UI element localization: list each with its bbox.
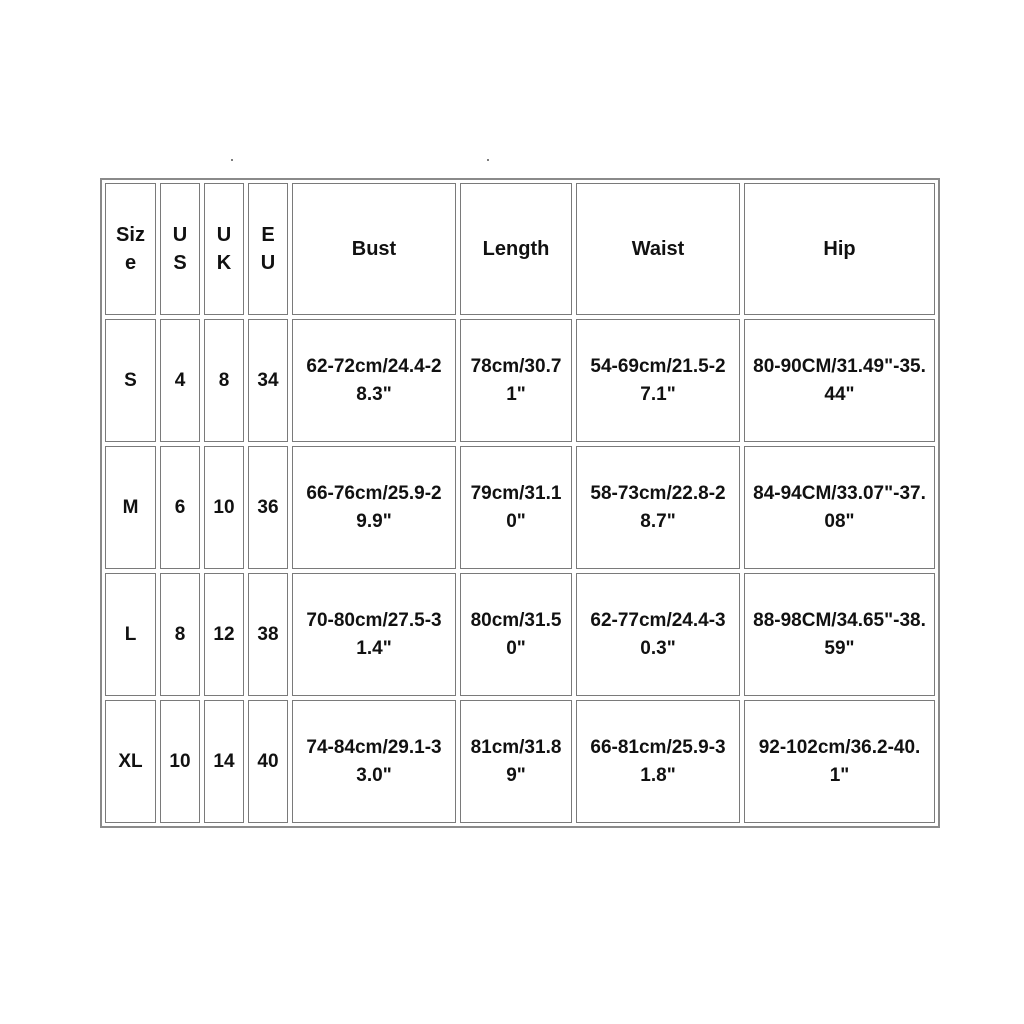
cell-length: 79cm/31.10" [460, 446, 572, 569]
header-uk: UK [204, 183, 244, 315]
cell-bust: 70-80cm/27.5-31.4" [292, 573, 456, 696]
cell-bust: 62-72cm/24.4-28.3" [292, 319, 456, 442]
cell-eu: 36 [248, 446, 288, 569]
header-waist: Waist [576, 183, 740, 315]
cell-waist: 54-69cm/21.5-27.1" [576, 319, 740, 442]
cell-hip: 84-94CM/33.07"-37.08" [744, 446, 935, 569]
cell-waist: 62-77cm/24.4-30.3" [576, 573, 740, 696]
cell-bust: 66-76cm/25.9-29.9" [292, 446, 456, 569]
header-size: Size [105, 183, 156, 315]
cell-uk: 12 [204, 573, 244, 696]
stray-mark [231, 159, 233, 161]
cell-waist: 66-81cm/25.9-31.8" [576, 700, 740, 823]
cell-size: M [105, 446, 156, 569]
cell-size: XL [105, 700, 156, 823]
cell-hip: 80-90CM/31.49"-35.44" [744, 319, 935, 442]
cell-eu: 34 [248, 319, 288, 442]
cell-us: 4 [160, 319, 200, 442]
cell-size: S [105, 319, 156, 442]
cell-uk: 10 [204, 446, 244, 569]
cell-us: 10 [160, 700, 200, 823]
header-us: US [160, 183, 200, 315]
header-row [105, 183, 935, 315]
cell-uk: 8 [204, 319, 244, 442]
cell-uk: 14 [204, 700, 244, 823]
cell-eu: 38 [248, 573, 288, 696]
cell-waist: 58-73cm/22.8-28.7" [576, 446, 740, 569]
cell-us: 6 [160, 446, 200, 569]
cell-hip: 92-102cm/36.2-40.1" [744, 700, 935, 823]
table-row-l [105, 573, 935, 696]
header-eu: EU [248, 183, 288, 315]
cell-eu: 40 [248, 700, 288, 823]
cell-size: L [105, 573, 156, 696]
table-row-xl [105, 700, 935, 823]
cell-us: 8 [160, 573, 200, 696]
cell-bust: 74-84cm/29.1-33.0" [292, 700, 456, 823]
table-row-m [105, 446, 935, 569]
header-bust: Bust [292, 183, 456, 315]
cell-length: 80cm/31.50" [460, 573, 572, 696]
size-chart-table [101, 179, 939, 827]
cell-length: 78cm/30.71" [460, 319, 572, 442]
cell-hip: 88-98CM/34.65"-38.59" [744, 573, 935, 696]
header-hip: Hip [744, 183, 935, 315]
table-row-s [105, 319, 935, 442]
stray-mark [487, 159, 489, 161]
cell-length: 81cm/31.89" [460, 700, 572, 823]
header-length: Length [460, 183, 572, 315]
